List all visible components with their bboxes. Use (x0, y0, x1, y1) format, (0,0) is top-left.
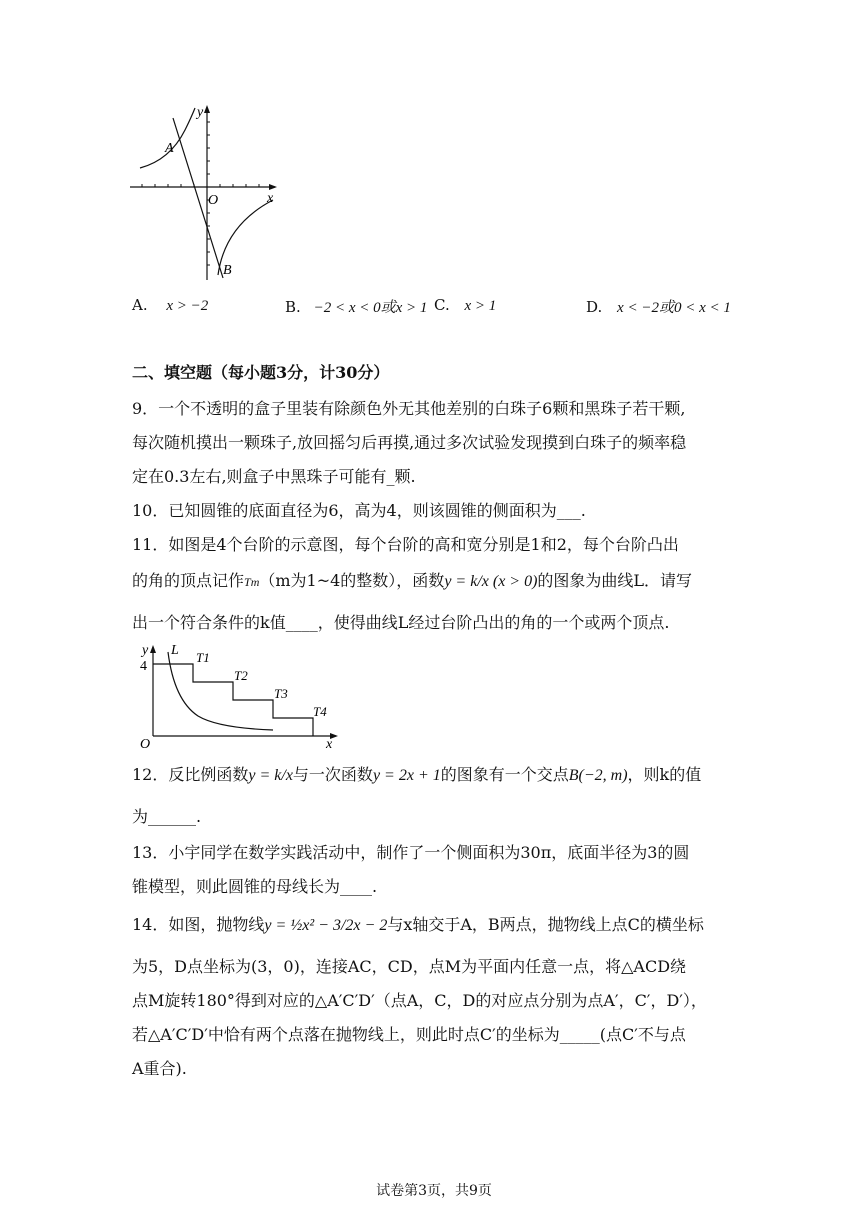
q14-line5: A重合). (132, 1059, 187, 1078)
option-b-text: −2 < x < 0或x > 1 (313, 300, 428, 316)
fig2-t1-label: T1 (196, 650, 210, 665)
fig1-point-a-label: A (165, 141, 174, 156)
fig2-t2-label: T2 (234, 668, 248, 683)
section-title: 二、填空题（每小题3分，计30分） (132, 363, 390, 382)
q12-line1b: 与一次函数 (292, 765, 373, 784)
fig1-y-label: y (197, 105, 204, 120)
q10-text: 10．已知圆锥的底面直径为6，高为4，则该圆锥的侧面积为___. (132, 501, 586, 520)
q11-func: y = k/x (x > 0) (444, 573, 538, 590)
option-a-label: A. (132, 296, 148, 314)
q12-line2: 为______. (132, 807, 202, 826)
fig2-four-label: 4 (140, 659, 147, 674)
q11-line2c: 的图象为曲线L．请写 (537, 571, 693, 590)
option-c[interactable] (434, 296, 496, 315)
q11-line1: 11．如图是4个台阶的示意图，每个台阶的高和宽分别是1和2，每个台阶凸出 (132, 535, 679, 554)
q9-line1: 9．一个不透明的盒子里装有除颜色外无其他差别的白珠子6颗和黑珠子若干颗, (132, 399, 686, 418)
option-b-label: B. (285, 298, 301, 316)
q13-line1: 13．小宇同学在数学实践活动中，制作了一个侧面积为30π，底面半径为3的圆 (132, 843, 690, 862)
fig1-origin-label: O (208, 193, 219, 208)
q12-func2: y = 2x + 1 (372, 767, 441, 784)
option-a[interactable] (132, 296, 208, 315)
q13-line2: 锥模型，则此圆锥的母线长为____. (132, 877, 378, 896)
q12-line1 (132, 764, 701, 787)
q12-func1: y = k/x (248, 767, 293, 784)
fig2-y-label: y (142, 643, 149, 658)
q14-line2: 为5，D点坐标为(3，0)，连接AC，CD，点M为平面内任意一点，将△ACD绕 (132, 957, 687, 976)
fig2-origin-label: O (140, 737, 151, 752)
option-d[interactable] (586, 296, 731, 317)
q14-line1a: 14．如图，抛物线 (132, 915, 265, 934)
q9-line2: 每次随机摸出一颗珠子,放回摇匀后再摸,通过多次试验发现摸到白珠子的频率稳 (132, 433, 687, 452)
q14-line1 (132, 914, 704, 937)
q11-tm: Tm (244, 575, 260, 589)
q11-line2 (132, 570, 692, 593)
option-a-text: x > −2 (166, 298, 209, 314)
figure-staircase (138, 640, 343, 752)
option-d-text: x < −2或0 < x < 1 (617, 300, 731, 316)
fig1-point-b-label: B (223, 263, 232, 278)
figure-hyperbola-line (125, 100, 285, 285)
q12-line1d: ，则k的值 (627, 765, 702, 784)
q14-line3: 点M旋转180°得到对应的△A′C′D′（点A，C，D的对应点分别为点A′，C′，D′）， (132, 991, 707, 1010)
q11-line2b: （m为1~4的整数），函数 (259, 571, 445, 590)
q11-line2a: 的角的顶点记作 (132, 571, 245, 590)
option-d-label: D. (586, 298, 603, 316)
q12-line1a: 12．反比例函数 (132, 765, 249, 784)
option-c-text: x > 1 (464, 298, 497, 314)
page-footer: 试卷第3页，共9页 (376, 1183, 492, 1199)
q9-line3: 定在0.3左右,则盒子中黑珠子可能有_颗. (132, 467, 416, 486)
q12-point: B(−2, m) (568, 767, 628, 784)
q14-line1b: 与x轴交于A，B两点，抛物线上点C的横坐标 (387, 915, 704, 934)
fig2-t4-label: T4 (313, 704, 327, 719)
fig1-x-label: x (267, 191, 274, 206)
fig2-x-label: x (326, 737, 333, 752)
q14-func: y = ½x² − 3/2x − 2 (264, 917, 388, 934)
q14-line4: 若△A′C′D′中恰有两个点落在抛物线上，则此时点C′的坐标为_____(点C′不与点 (132, 1025, 686, 1044)
option-b[interactable] (285, 296, 427, 317)
option-c-label: C. (434, 296, 450, 314)
q12-line1c: 的图象有一个交点 (440, 765, 569, 784)
q11-line3: 出一个符合条件的k值____，使得曲线L经过台阶凸出的角的一个或两个顶点. (132, 613, 670, 632)
fig2-curve-label: L (171, 643, 179, 658)
fig2-t3-label: T3 (274, 686, 288, 701)
